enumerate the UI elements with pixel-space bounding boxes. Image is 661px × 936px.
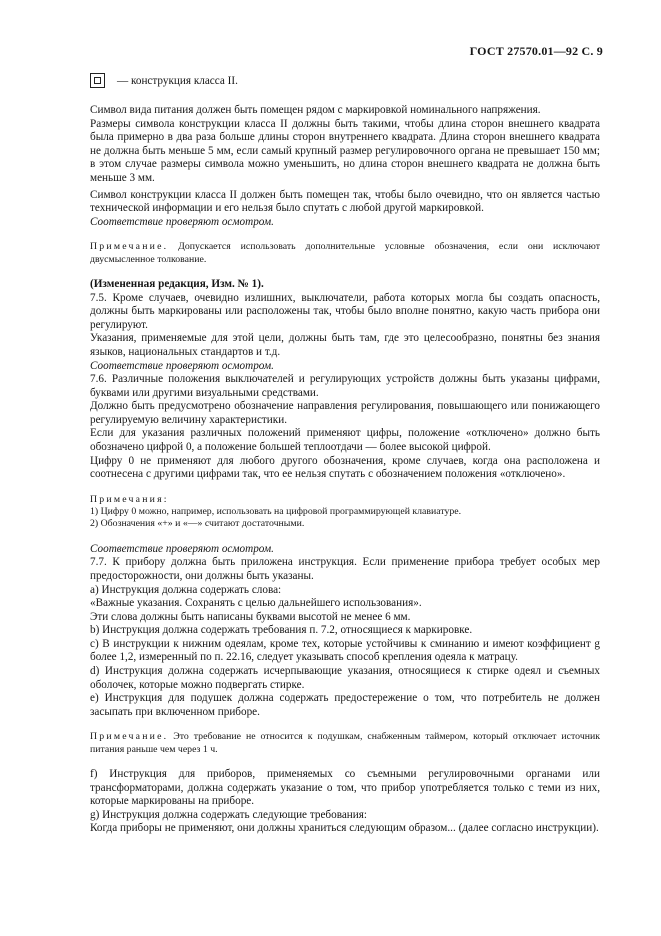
symbol-caption: — конструкция класса II. (117, 75, 238, 88)
class-ii-double-square-icon (90, 73, 105, 88)
paragraph: Размеры символа конструкции класса II должны быть такими, чтобы длина сторон внешнего квадрата была примерно в два раза больше длины сторон внутреннего квадрата. Длина сторон внешнего квадрата не должна быть меньше 5 мм, если самый крупный размер регулировочного органа не превышает 150 мм; в этом случае размеры символа можно уменьшить, но длина сторон внешнего квадрата не должна быть меньше 3 мм. (90, 117, 600, 184)
symbol-line (90, 71, 600, 93)
paragraph: Цифру 0 не применяют для любого другого обозначения, кроме случаев, когда она расположена и соотнесена с другими цифрами так, что ее нельзя спутать с обозначением положения «отключено». (90, 454, 600, 481)
clause-7-6: 7.6. Различные положения выключателей и регулирующих устройств должны быть указаны цифрами, буквами или другими визуальными средствами. (90, 373, 600, 399)
paragraph: Если для указания различных положений применяют цифры, положение «отключено» должно быть обозначено цифрой 0, а положение большей теплоотдачи — более высокой цифрой. (90, 427, 600, 454)
amendment-mark: (Измененная редакция, Изм. № 1). (90, 277, 264, 290)
paragraph: Символ вида питания должен быть помещен рядом с маркировкой номинального напряжения. (90, 104, 541, 116)
paragraph: g) Инструкция должна содержать следующие требования: (90, 808, 368, 821)
note-item: 1) Цифру 0 можно, например, использовать на цифровой программирующей клавиатуре. (90, 506, 462, 518)
paragraph: «Важные указания. Сохранять с целью дальнейшего использования». (90, 597, 422, 610)
notes-label: Примечания: (90, 493, 169, 505)
check-statement: Соответствие проверяют осмотром. (90, 215, 274, 228)
note-label: Примечание. (90, 241, 169, 253)
note-text: Это требование не относится к подушкам, снабженным таймером, который отключает источник питания раньше чем через 1 ч. (90, 731, 600, 755)
note-text: Допускается использовать дополнительные условные обозначения, если они исключают двусмысленное толкование. (90, 241, 600, 265)
paragraph: Символ конструкции класса II должен быть помещен так, чтобы было очевидно, что он является частью технической информации и его нельзя было спутать с любой другой маркировкой. (90, 188, 600, 215)
note-label: Примечание. (90, 731, 169, 743)
clause-7-7: 7.7. К прибору должна быть приложена инструкция. Если применение прибора требует особых мер предосторожности, они должны быть указаны. (90, 556, 600, 582)
paragraph: Когда приборы не применяют, они должны храниться следующим образом... (далее согласно инструкции). (90, 822, 599, 835)
page-header: ГОСТ 27570.01—92 С. 9 (469, 44, 603, 58)
paragraph: Должно быть предусмотрено обозначение направления регулирования, повышающего или понижающего регулируемую величину характеристики. (90, 400, 600, 426)
paragraph: b) Инструкция должна содержать требования п. 7.2, относящиеся к маркировке. (90, 624, 473, 637)
document-body (90, 71, 600, 836)
paragraph: с) В инструкции к нижним одеялам, кроме тех, которые устойчивы к сминанию и имеют коэффициент g более 1,2, измеренный по п. 22.16, следует указывать способ крепления одеяла к матрацу. (90, 637, 600, 664)
paragraph: d) Инструкция должна содержать исчерпывающие указания, относящиеся к стирке одеял и съемных оболочек, которые можно подвергать стирке. (90, 665, 600, 691)
clause-7-5: 7.5. Кроме случаев, очевидно излишних, выключатели, работа которых могла бы создать опасность, должны быть маркированы или расположены так, чтобы было вполне понятно, какую часть прибора они регулируют. (90, 291, 600, 331)
check-statement: Соответствие проверяют осмотром. (90, 542, 274, 555)
paragraph: а) Инструкция должна содержать слова: (90, 583, 282, 596)
note (90, 731, 600, 756)
paragraph: f) Инструкция для приборов, применяемых со съемными регулировочными органами или трансформаторами, должна содержать указание о том, что прибор употребляется только с теми из них, которые маркированы на приборе. (90, 768, 600, 808)
check-statement: Соответствие проверяют осмотром. (90, 359, 274, 372)
paragraph: Эти слова должны быть написаны буквами высотой не менее 6 мм. (90, 610, 411, 623)
note (90, 241, 600, 266)
note-item: 2) Обозначения «+» и «—» считают достаточными. (90, 518, 305, 530)
paragraph: e) Инструкция для подушек должна содержать предостережение о том, что потребитель не должен засыпать при включенном приборе. (90, 692, 600, 718)
paragraph: Указания, применяемые для этой цели, должны быть там, где это целесообразно, понятны без знания языков, национальных стандартов и т.д. (90, 332, 600, 358)
